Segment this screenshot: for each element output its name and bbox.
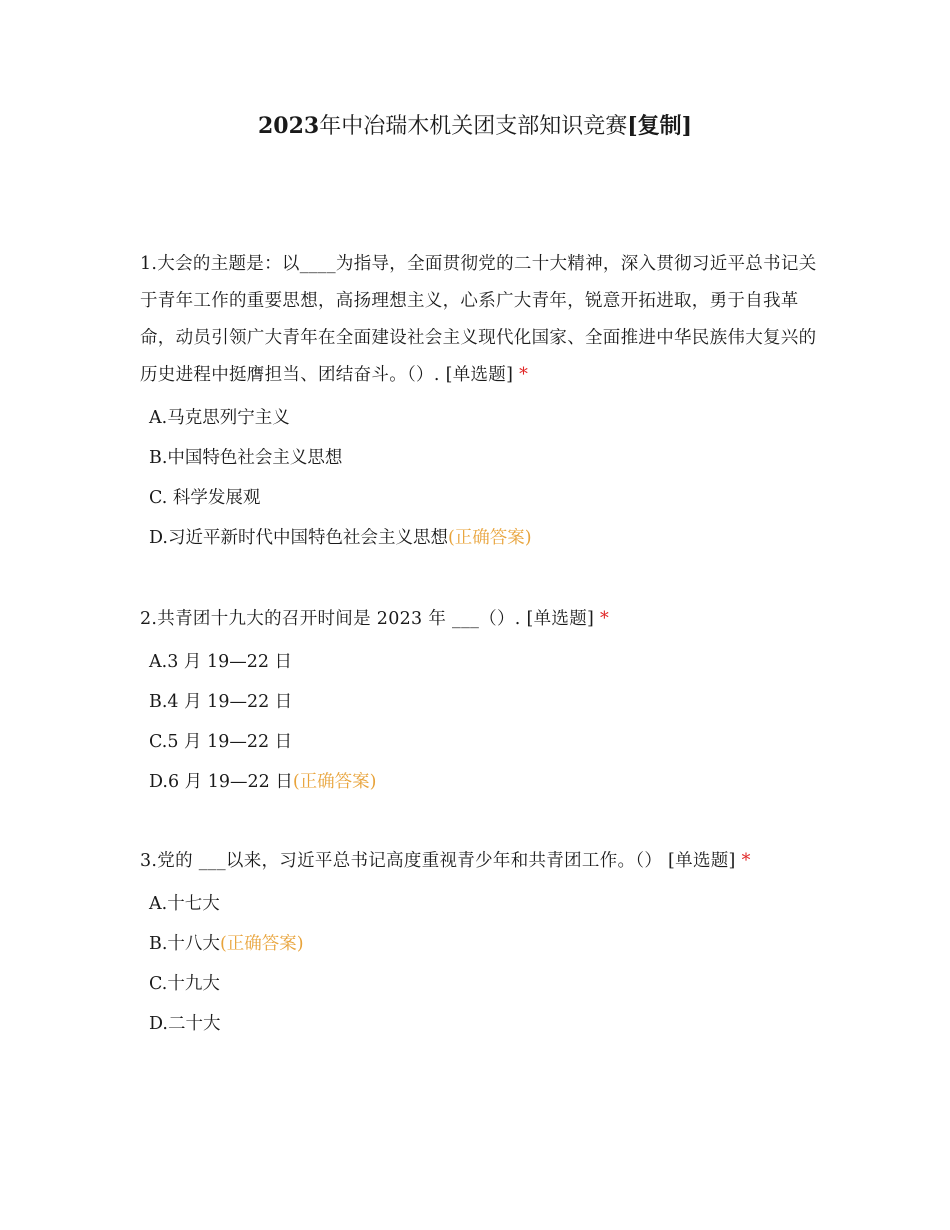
title-main: 年中冶瑞木机关团支部知识竞赛 [319, 114, 628, 139]
option-label: D.6 月 19—22 日 [149, 772, 293, 792]
page-title [0, 110, 950, 143]
question-1-option-a[interactable] [149, 398, 820, 438]
question-text [140, 246, 820, 394]
question-text [140, 843, 820, 880]
question-2 [140, 601, 820, 802]
question-3-option-b[interactable] [149, 924, 820, 964]
option-label: A.马克思列宁主义 [149, 408, 290, 428]
option-label: D.习近平新时代中国特色社会主义思想 [149, 528, 448, 548]
question-1-option-c[interactable] [149, 478, 820, 518]
option-label: B.中国特色社会主义思想 [149, 448, 343, 468]
option-label: C.5 月 19—22 日 [149, 732, 293, 752]
option-label: A.3 月 19—22 日 [149, 652, 293, 672]
option-list [140, 398, 820, 558]
question-1-option-b[interactable] [149, 438, 820, 478]
title-year: 2023 [257, 113, 320, 139]
question-3-option-a[interactable] [149, 884, 820, 924]
correct-answer-tag: (正确答案) [219, 934, 304, 954]
required-mark: * [741, 851, 751, 871]
option-label: B.4 月 19—22 日 [149, 692, 293, 712]
option-label: A.十七大 [149, 894, 220, 914]
question-3-option-d[interactable] [149, 1004, 820, 1044]
question-text [140, 601, 820, 638]
question-3-option-c[interactable] [149, 964, 820, 1004]
question-3-text: 3.党的 ___以来，习近平总书记高度重视青少年和共青团工作。（） [单选题] [140, 851, 736, 871]
option-list [140, 642, 820, 802]
option-list [140, 884, 820, 1044]
question-1-option-d[interactable] [149, 518, 820, 558]
correct-answer-tag: (正确答案) [292, 772, 377, 792]
required-mark: * [600, 609, 610, 629]
question-2-option-b[interactable] [149, 682, 820, 722]
question-2-option-c[interactable] [149, 722, 820, 762]
correct-answer-tag: (正确答案) [447, 528, 532, 548]
question-3 [140, 843, 820, 1044]
question-1 [140, 246, 820, 558]
question-2-option-a[interactable] [149, 642, 820, 682]
question-2-text: 2.共青团十九大的召开时间是 2023 年 ___（）. [单选题] [140, 609, 595, 629]
question-2-option-d[interactable] [149, 762, 820, 802]
option-label: B.十八大 [149, 934, 220, 954]
required-mark: * [519, 365, 529, 385]
option-label: D.二十大 [149, 1014, 221, 1034]
title-suffix: [复制] [627, 113, 693, 139]
option-label: C.十九大 [149, 974, 220, 994]
option-label: C. 科学发展观 [149, 488, 261, 508]
question-1-text: 1.大会的主题是：以____为指导，全面贯彻党的二十大精神，深入贯彻习近平总书记关于青年工作的重要思想，高扬理想主义，心系广大青年，锐意开拓进取，勇于自我革命，动员引领广大青年在全面建设社会主义现代化国家、全面推进中华民族伟大复兴的历史进程中挺膺担当、团结奋斗。（）. [单选题] [140, 254, 817, 385]
